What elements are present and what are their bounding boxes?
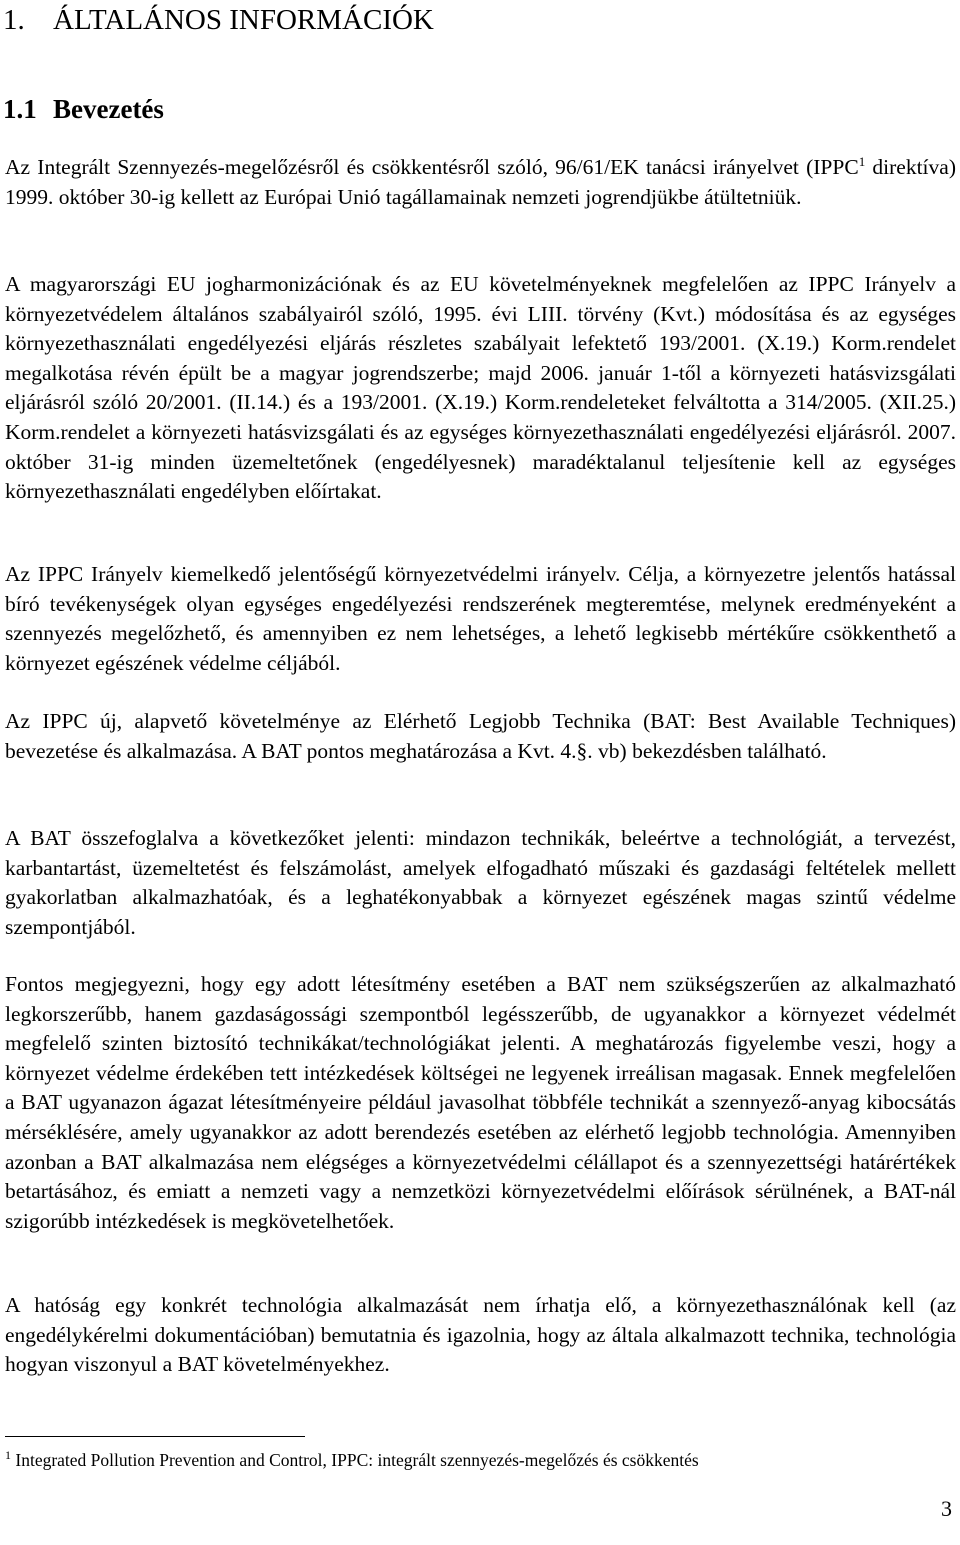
page-number: 3 — [941, 1496, 952, 1521]
footnote — [5, 1449, 699, 1471]
section-heading — [3, 91, 164, 127]
chapter-heading — [3, 2, 434, 38]
paragraph-ippc-goal: Az IPPC Irányelv kiemelkedő jelentőségű környezetvédelmi irányelv. Célja, a környezetre jelentős hatással bíró tevékenységek olyan egységes engedélyezési rendszerének megteremtése, melynek eredményeként a szennyezés megelőzhető, és amennyiben ez nem lehetséges, a lehető legkisebb mértékűre csökkenthető a környezet egészének védelme céljából. — [5, 562, 956, 675]
paragraph-bat-requirement: Az IPPC új, alapvető követelménye az Elérhető Legjobb Technika (BAT: Best Available Techniques) bevezetése és alkalmazása. A BAT pontos meghatározása a Kvt. 4.§. vb) bekezdésben található. — [5, 709, 956, 763]
paragraph-bat-notes: Fontos megjegyezni, hogy egy adott létesítmény esetében a BAT nem szükségszerűen az alkalmazható legkorszerűbb, hanem gazdaságossági szempontból legésszerűbb, de ugyanakkor a környezet védelmét megfelelő szinten biztosító technikákat/technológiákat jelenti. A meghatározás figyelembe veszi, hogy a környezet védelme érdekében tett intézkedések költségei ne legyenek irreálisan magasak. Ennek megfelelően a BAT ugyanazon ágazat létesítményeire például javasolhat többféle technikát a szennyező-anyag kibocsátás mérséklésére, amely ugyanakkor az adott berendezés esetében az elérhető legjobb technológia. Amennyiben azonban a BAT alkalmazása nem elégséges a környezetvédelmi célállapot és a szennyezettségi határértékek betartásához, és emiatt a nemzeti vagy a nemzetközi környezetvédelmi előírások sérülnének, a BAT-nál szigorúbb intézkedések is megkövetelhetőek. — [5, 972, 956, 1233]
chapter-title: ÁLTALÁNOS INFORMÁCIÓK — [53, 4, 434, 36]
section-title: Bevezetés — [53, 94, 164, 124]
paragraph-authority: A hatóság egy konkrét technológia alkalmazását nem írhatja elő, a környezethasználónak kell (az engedélykérelmi dokumentációban) bemutatnia és igazolnia, hogy az általa alkalmazott technika, technológia hogyan viszonyul a BAT követelményekhez. — [5, 1293, 956, 1377]
chapter-number: 1. — [3, 4, 25, 36]
footnote-reference: 1 — [858, 153, 866, 169]
paragraph-introduction — [5, 153, 956, 212]
paragraph-harmonization: A magyarországi EU jogharmonizációnak és az EU követelményeknek megfelelően az IPPC Irányelv a környezetvédelem általános szabályairól szóló, 1995. évi LIII. törvény (Kvt.) módosítása és az egységes környezethasználati engedélyezési eljárás részletes szabályait lefektető 193/2001. (X.19.) Korm.rendelet megalkotása révén épült be a magyar jogrendszerbe; majd 2006. január 1-től a környezeti hatásvizsgálati eljárásról szóló 20/2001. (II.14.) és a 193/2001. (X.19.) Korm.rendeleteket felváltotta a 314/2005. (XII.25.) Korm.rendelet a környezeti hatásvizsgálati és az egységes környezethasználati engedélyezési eljárásról. 2007. október 31-ig minden üzemeltetőnek (engedélyesnek) maradéktalanul teljesítenie kell az egységes környezethasználati engedélyben előírtakat. — [5, 272, 956, 504]
footnote-text: Integrated Pollution Prevention and Control, IPPC: integrált szennyezés-megelőzés és csökkentés — [11, 1450, 699, 1470]
footnote-divider — [5, 1436, 305, 1437]
section-number: 1.1 — [3, 94, 37, 124]
paragraph-bat-summary: A BAT összefoglalva a következőket jelenti: mindazon technikák, beleértve a technológiát, a tervezést, karbantartást, üzemeltetést és felszámolást, amelyek elfogadható műszaki és gazdasági feltételek mellett gyakorlatban alkalmazhatóak, és a leghatékonyabbak a környezet egészének magas szintű védelme szempontjából. — [5, 826, 956, 939]
footnote-marker: 1 — [5, 1448, 11, 1463]
paragraph-introduction-text-2: direktíva) 1999. október 30-ig kellett az Európai Unió tagállamainak nemzeti jogrendjükbe átültetniük. — [5, 155, 956, 209]
paragraph-introduction-text-1: Az Integrált Szennyezés-megelőzésről és csökkentésről szóló, 96/61/EK tanácsi irányelvet (IPPC — [5, 155, 859, 179]
